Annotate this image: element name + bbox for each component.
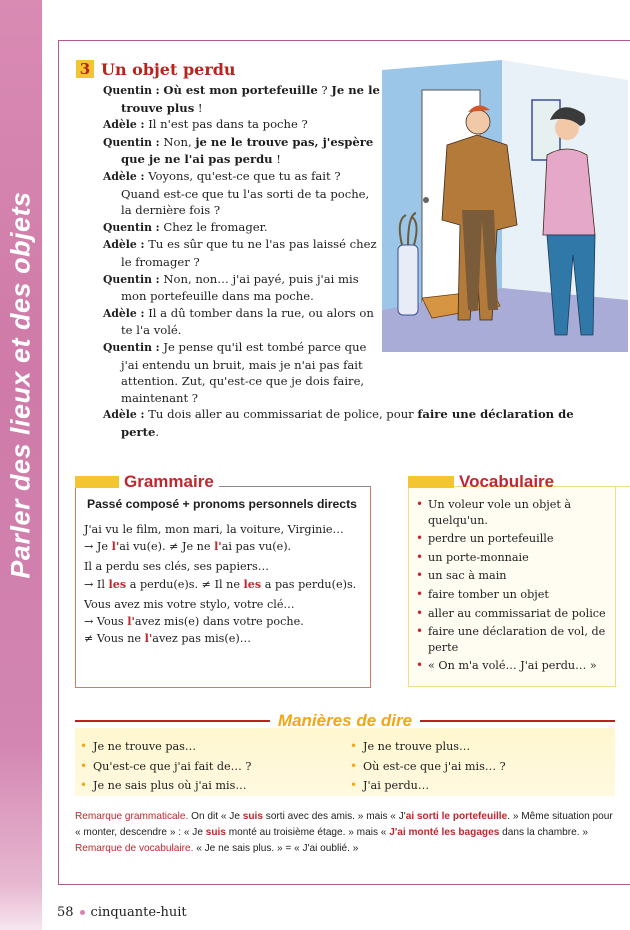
vocabulary-item: • Un voleur vole un objet à quelqu'un. <box>416 497 616 528</box>
page-footer <box>57 905 187 920</box>
expression-item: • Je ne trouve plus… <box>350 737 506 757</box>
dialogue-text: je ne le trouve pas, j'espère que je ne l'ai pas perdu <box>121 134 374 167</box>
vocabulary-item: • « On m'a volé… J'ai perdu… » <box>416 658 616 674</box>
expressions-list-right <box>350 737 506 796</box>
example-text: → Vous <box>84 615 128 629</box>
expression-item: • Je ne sais plus où j'ai mis… <box>80 776 251 796</box>
grammar-example <box>84 597 364 648</box>
header-accent-bar <box>75 476 119 488</box>
remarks-section <box>75 809 620 856</box>
expressions-header <box>75 711 615 731</box>
pronoun-highlight: les <box>108 576 127 591</box>
chapter-title: Parler des lieux et des objets <box>5 191 36 579</box>
grammar-example <box>84 559 364 592</box>
vocabulary-remark-text: « Je ne sais plus. » = « J'ai oublié. » <box>193 842 359 854</box>
illustration-lost-wallet <box>382 60 628 352</box>
remark-text: . » Même situation pour « monter, descendre » : « Je <box>75 811 613 838</box>
dialogue-text: ? <box>317 83 332 97</box>
example-text: → Il <box>84 577 109 591</box>
exercise-number-badge: 3 <box>76 60 94 78</box>
vocabulary-remark <box>75 841 620 857</box>
dialogue-text: Chez le fromager. <box>159 219 268 234</box>
page-number-words: cinquante-huit <box>90 905 187 920</box>
expression-item: • Où est-ce que j'ai mis… ? <box>350 757 506 777</box>
example-line <box>84 630 364 647</box>
dialogue-text: Il n'est pas dans ta poche ? <box>144 117 308 132</box>
expressions-title: Manières de dire <box>277 711 413 730</box>
pronoun-highlight: les <box>243 576 262 591</box>
remark-highlight: ai sorti le portefeuille <box>405 811 508 822</box>
vocabulary-list <box>416 497 616 677</box>
dialogue-text: Il a dû tomber dans la rue, ou alors on te l'a volé. <box>121 305 374 338</box>
dialogue-text: Où est mon portefeuille <box>163 83 318 97</box>
vocabulary-item: • faire une déclaration de vol, de perte <box>416 624 616 655</box>
speaker-name: Adèle : <box>103 306 145 320</box>
dialogue-text: faire une déclaration de perte <box>121 407 574 439</box>
vocabulary-item: • un sac à main <box>416 568 616 584</box>
speaker-name: Adèle : <box>103 169 145 183</box>
dialogue-line <box>103 305 381 339</box>
dialogue-line <box>103 82 381 116</box>
speaker-name: Quentin : <box>103 84 160 97</box>
dialogue-text: Tu es sûr que tu ne l'as pas laissé chez le fromager ? <box>121 237 377 269</box>
example-text: ai pas vu(e). <box>221 540 292 554</box>
remark-highlight: suis <box>242 811 263 822</box>
dialogue-line <box>103 339 381 406</box>
example-sentence: J'ai vu le film, mon mari, la voiture, Virginie… <box>84 523 344 536</box>
expression-item: • Je ne trouve pas… <box>80 737 251 757</box>
dialogue-line <box>103 219 381 237</box>
pronoun-highlight: l' <box>111 539 120 554</box>
grammar-header <box>75 472 371 492</box>
remark-highlight: J'ai monté les bagages <box>389 826 500 838</box>
remark-highlight: suis <box>205 826 226 838</box>
speaker-name: Adèle : <box>103 238 145 252</box>
page-number: 58 <box>57 905 74 920</box>
bullet-dot-icon <box>80 910 85 915</box>
grammar-examples <box>84 522 364 651</box>
example-text: a pas perdu(e)s. <box>261 577 357 591</box>
remark-text: dans la chambre. » <box>499 826 588 838</box>
pronoun-highlight: l' <box>144 631 153 646</box>
grammar-subtitle: Passé composé + pronoms personnels directs <box>87 497 357 511</box>
dialogue-line <box>103 271 381 305</box>
vocabulary-item: • faire tomber un objet <box>416 587 616 603</box>
example-sentence: Vous avez mis votre stylo, votre clé… <box>84 597 295 611</box>
grammar-example <box>84 522 364 555</box>
dialogue-line <box>103 406 606 440</box>
dialogue-text: Je ne le trouve plus <box>121 83 380 115</box>
dialogue-text: Non, <box>159 134 196 149</box>
dialogue-line <box>103 134 381 168</box>
dialogue-text: . <box>155 424 160 439</box>
speaker-name: Quentin : <box>103 340 160 354</box>
speaker-name: Adèle : <box>103 408 145 422</box>
example-line <box>84 613 364 630</box>
pronoun-highlight: l' <box>214 539 222 554</box>
vocabulary-title: Vocabulaire <box>459 472 555 491</box>
speaker-name: Quentin : <box>103 135 160 149</box>
example-line <box>84 538 364 555</box>
expression-item: • J'ai perdu… <box>350 776 506 796</box>
expression-item: • Qu'est-ce que j'ai fait de… ? <box>80 757 251 777</box>
remark-text: On dit « Je <box>191 811 243 822</box>
vocabulary-remark-label: Remarque de vocabulaire. <box>75 842 194 854</box>
dialogue-line <box>103 168 381 219</box>
grammar-remark-label: Remarque grammaticale. <box>75 811 189 822</box>
dialogue-text: ! <box>272 152 281 167</box>
dialogue-text: Je pense qu'il est tombé parce que j'ai entendu un bruit, mais je n'ai pas fait attention. Zut, qu'est-ce que je dois faire, maintenant ? <box>121 339 367 405</box>
pronoun-highlight: l' <box>127 614 135 629</box>
grammar-remark <box>75 809 620 841</box>
speaker-name: Quentin : <box>103 272 160 286</box>
grammar-title: Grammaire <box>119 472 219 492</box>
vocabulary-item: • perdre un portefeuille <box>416 531 616 547</box>
header-rule <box>559 486 630 487</box>
vocabulary-item: • aller au commissariat de police <box>416 606 616 622</box>
example-text: a perdu(e)s. ≠ Il ne <box>126 577 244 591</box>
chapter-side-strip <box>0 0 42 930</box>
example-text: ai vu(e). ≠ Je ne <box>119 540 215 554</box>
header-rule-left <box>75 720 270 722</box>
speaker-name: Adèle : <box>103 118 145 132</box>
example-text: ≠ Vous ne <box>84 632 145 646</box>
remark-text: monté au troisième étage. » mais « <box>225 826 390 838</box>
example-sentence: Il a perdu ses clés, ses papiers… <box>84 560 269 574</box>
example-text: avez pas mis(e)… <box>152 632 251 646</box>
example-text: avez mis(e) dans votre poche. <box>134 615 304 629</box>
dialogue-text: Voyons, qu'est-ce que tu as fait ? Quand est-ce que tu l'as sorti de ta poche, la dernière fois ? <box>121 168 370 218</box>
expressions-list-left <box>80 737 251 796</box>
dialogue-text: Non, non… j'ai payé, puis j'ai mis mon portefeuille dans ma poche. <box>121 271 359 304</box>
dialogue-title: Un objet perdu <box>101 59 236 79</box>
dialogue-line <box>103 236 381 270</box>
dialogue-line <box>103 116 381 134</box>
vocabulary-item: • un porte-monnaie <box>416 550 616 566</box>
header-accent-bar <box>408 476 454 488</box>
speaker-name: Quentin : <box>103 220 160 234</box>
dialogue-text: Tu dois aller au commissariat de police, pour <box>144 407 418 422</box>
dialogue-text: ! <box>194 100 203 115</box>
example-text: → Je <box>84 540 112 554</box>
vocabulary-header <box>408 472 630 492</box>
example-line <box>84 576 364 593</box>
header-rule-right <box>420 720 615 722</box>
header-rule <box>219 486 371 487</box>
remark-text: sorti avec des amis. » mais « J' <box>262 811 406 822</box>
